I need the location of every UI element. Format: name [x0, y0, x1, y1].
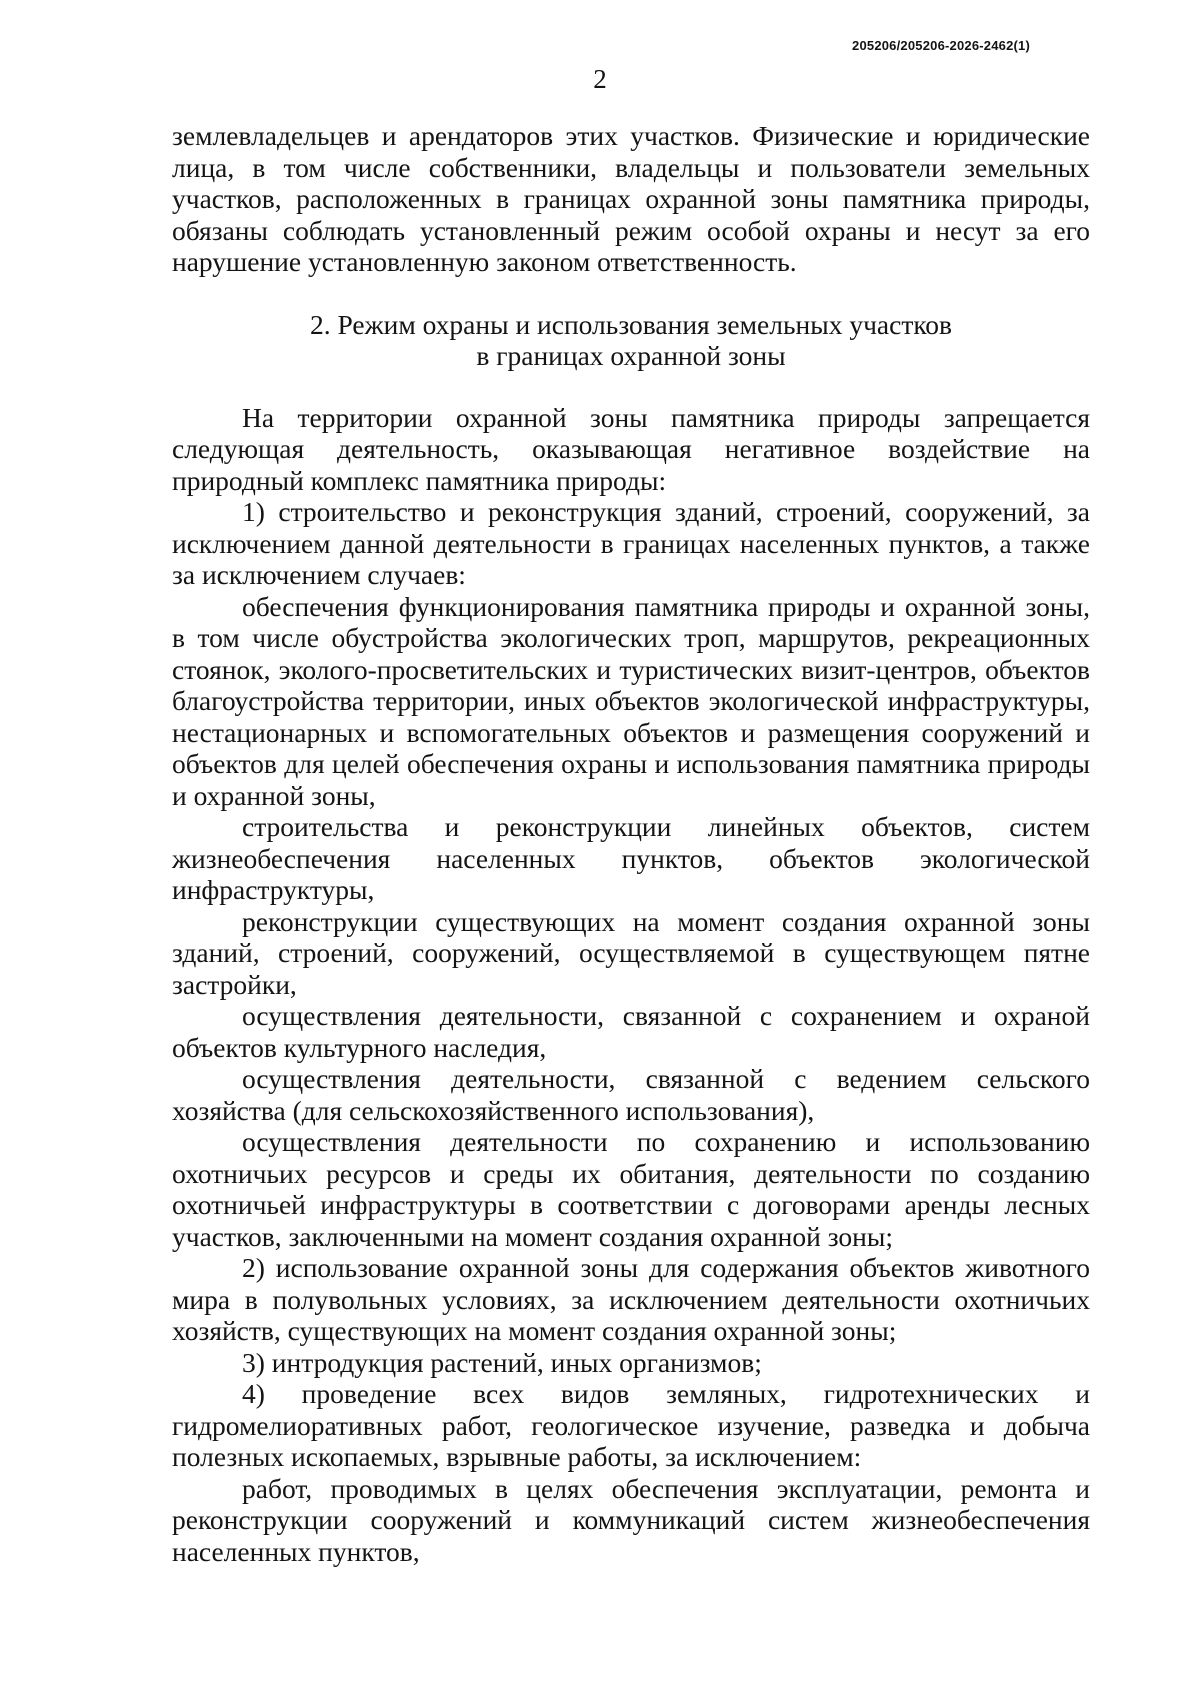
sub-item-linear-objects: строительства и реконструкции линейных объектов, систем жизнеобеспечения населенных пунктов, объектов экологической инфраструктуры, [172, 811, 1090, 905]
sub-item-hunting: осуществления деятельности по сохранению и использованию охотничьих ресурсов и среды их обитания, деятельности по созданию охотничьей инфраструктуры в соответствии с договорами аренды лесных участков, заключенными на момент создания охранной зоны; [172, 1126, 1090, 1252]
sub-item-reconstruction: реконструкции существующих на момент создания охранной зоны зданий, строений, сооружений, осуществляемой в существующем пятне застройки, [172, 905, 1090, 1000]
sub-item-agriculture: осуществления деятельности, связанной с ведением сельского хозяйства (для сельскохозяйственного использования), [172, 1063, 1090, 1126]
list-item-2: 2) использование охранной зоны для содержания объектов животного мира в полувольных условиях, за исключением деятельности охотничьих хозяйств, существующих на момент создания охранной зоны; [172, 1252, 1090, 1346]
document-registration-number: 205206/205206-2026-2462(1) [852, 38, 1030, 53]
sub-item-ensuring-functioning: обеспечения функционирования памятника природы и охранной зоны, в том числе обустройства экологических троп, маршрутов, рекреационных стоянок, эколого-просветительских и туристических визит-центров, объектов благоустройства территории, иных объектов экологической инфраструктуры, нестационарных и вспомогательных объектов и размещения сооружений и объектов для целей обеспечения охраны и использования памятника природы и охранной зоны, [172, 590, 1090, 811]
list-item-1: 1) строительство и реконструкция зданий, строений, сооружений, за исключением данной деятельности в границах населенных пунктов, а также за исключением случаев: [172, 496, 1090, 590]
section-heading-line-2: в границах охранной зоны [476, 340, 786, 371]
document-body [172, 120, 1090, 1567]
sub-item-works: работ, проводимых в целях обеспечения эксплуатации, ремонта и реконструкции сооружений и коммуникаций систем жизнеобеспечения населенных пунктов, [172, 1472, 1090, 1567]
list-item-4: 4) проведение всех видов земляных, гидротехнических и гидромелиоративных работ, геологическое изучение, разведка и добыча полезных ископаемых, взрывные работы, за исключением: [172, 1378, 1090, 1472]
section-heading [172, 309, 1090, 372]
paragraph-continuation: землевладельцев и арендаторов этих участков. Физические и юридические лица, в том числе собственники, владельцы и пользователи земельных участков, расположенных в границах охранной зоны памятника природы, обязаны соблюдать установленный режим особой охраны и несут за его нарушение установленную законом ответственность. [172, 120, 1090, 277]
paragraph-intro: На территории охранной зоны памятника природы запрещается следующая деятельность, оказывающая негативное воздействие на природный комплекс памятника природы: [172, 401, 1090, 496]
list-item-3: 3) интродукция растений, иных организмов; [242, 1346, 762, 1378]
page-number: 2 [593, 64, 607, 94]
sub-item-cultural-heritage: осуществления деятельности, связанной с сохранением и охраной объектов культурного наследия, [172, 1000, 1090, 1063]
section-heading-line-1: 2. Режим охраны и использования земельных участков [309, 308, 953, 340]
